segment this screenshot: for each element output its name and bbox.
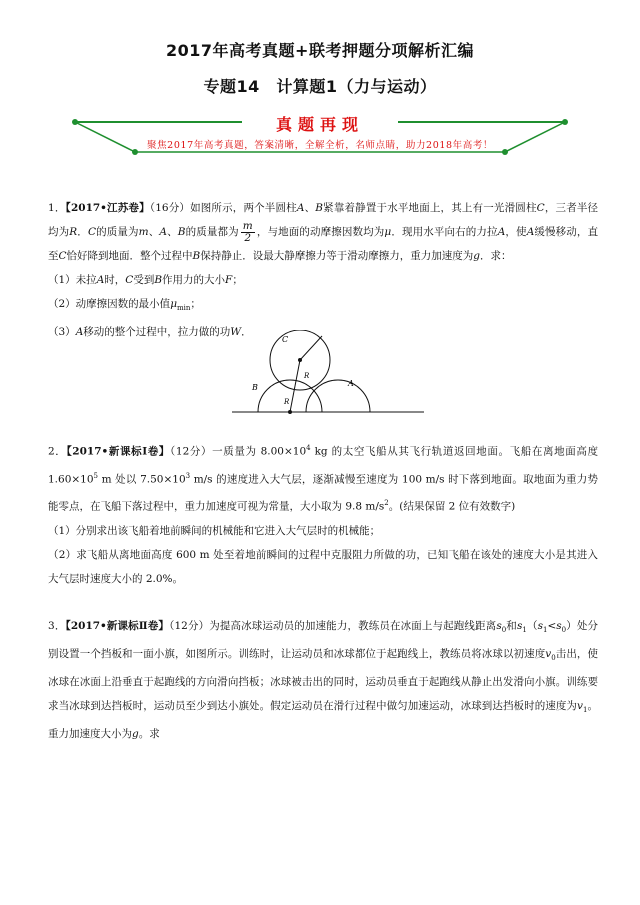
question-2-part-2: （2）求飞船从离地面高度 600 m 处至着地前瞬间的过程中克服阻力所做的功，已知飞船在该处的速度大小是其进入大气层时速度大小的 2.0%。 bbox=[48, 548, 598, 585]
label-b: B bbox=[252, 383, 258, 392]
question-3 bbox=[48, 614, 598, 746]
question-1-stem: 1．【2017•江苏卷】（16分）如图所示，两个半圆柱A、B紧靠着静置于水平地面上，其上有一光滑圆柱C，三者半径均为R．C的质量为m、A、B的质量都为 $\frac{m}{2}$ ，与地面的动摩擦因数均为μ．现用水平向右的力拉A，使A缓慢移动，直至C恰好降到地面．整个过程中B保持静止．设最大静摩擦力等于滑动摩擦力，重力加速度为g．求： bbox=[48, 202, 599, 262]
question-2 bbox=[48, 436, 598, 591]
question-3-stem: 3．【2017•新课标Ⅱ卷】（12分）为提高冰球运动员的加速能力，教练员在冰面上与起跑线距离$s_0$和$s_1(s_1<s_0)$处分别设置一个挡板和一面小旗，如图所示。训练时，让运动员和冰球都位于起跑线上，教练员将冰球以初速度$v_0$击出，使冰球在冰面上沿垂直于起跑线的方向滑向挡板；冰球被击出的同时，运动员垂直于起跑线从静止出发滑向小旗。训练要求当冰球到达挡板时，运动员至少到达小旗处。假定运动员在滑行过程中做匀加速运动，冰球到达挡板时的速度为$v_1$。重力加速度大小为g。求 bbox=[48, 620, 599, 741]
banner-title: 真题再现 bbox=[275, 115, 364, 134]
question-source: 【2017•新课标Ⅰ卷】 bbox=[66, 445, 171, 458]
question-number: 1． bbox=[48, 202, 66, 214]
question-1-part-3: （3）A移动的整个过程中，拉力做的功W． bbox=[48, 326, 252, 339]
question-score: （12分） bbox=[169, 620, 210, 632]
cylinders-figure bbox=[228, 330, 428, 416]
question-source: 【2017•江苏卷】 bbox=[65, 202, 150, 214]
question-source: 【2017•新课标Ⅱ卷】 bbox=[65, 620, 170, 632]
question-1-part-2: （2）动摩擦因数的最小值$\mu_{min}$； bbox=[48, 298, 201, 313]
label-c: C bbox=[282, 335, 289, 344]
half-cylinder-b bbox=[258, 380, 322, 412]
label-r-upper: R bbox=[304, 372, 310, 380]
document-subtitle: 专题14 计算题1（力与运动） bbox=[203, 77, 437, 96]
question-1 bbox=[48, 196, 598, 344]
question-score: （16分） bbox=[149, 202, 191, 214]
question-number: 3． bbox=[48, 620, 66, 632]
question-1-part-1: （1）未拉A时，C受到B作用力的大小F； bbox=[48, 274, 243, 286]
document-title: 2017年高考真题+联考押题分项解析汇编 bbox=[166, 41, 474, 60]
question-2-stem: 2．【2017•新课标Ⅰ卷】（12分）一质量为 $8.00\times 10^4$ kg 的太空飞船从其飞行轨道返回地面。飞船在离地面高度 $1.60\times 10^5$ m 处以 $7.50\times 10^3$ m/s 的速度进入大气层，逐渐减慢至速度为 100 m/s 时下落到地面。取地面为重力势能零点，在飞船下落过程中，重力加速度可视为常量，大小取为 9.8 $m/s^2$。(结果保留 2 位有效数字) bbox=[48, 444, 598, 513]
label-r-lower: R bbox=[284, 398, 290, 406]
half-cylinder-a bbox=[306, 380, 370, 412]
question-score: （12分） bbox=[170, 445, 213, 458]
question-2-part-1: （1）分别求出该飞船着地前瞬间的机械能和它进入大气层时的机械能； bbox=[48, 524, 381, 537]
mass-fraction: $\frac{m}{2}$ bbox=[242, 219, 253, 244]
banner-subtitle: 聚焦2017年高考真题，答案清晰，全解全析，名师点睛，助力2018年高考！ bbox=[146, 140, 494, 151]
label-a: A bbox=[348, 379, 354, 388]
question-number: 2． bbox=[48, 445, 67, 458]
